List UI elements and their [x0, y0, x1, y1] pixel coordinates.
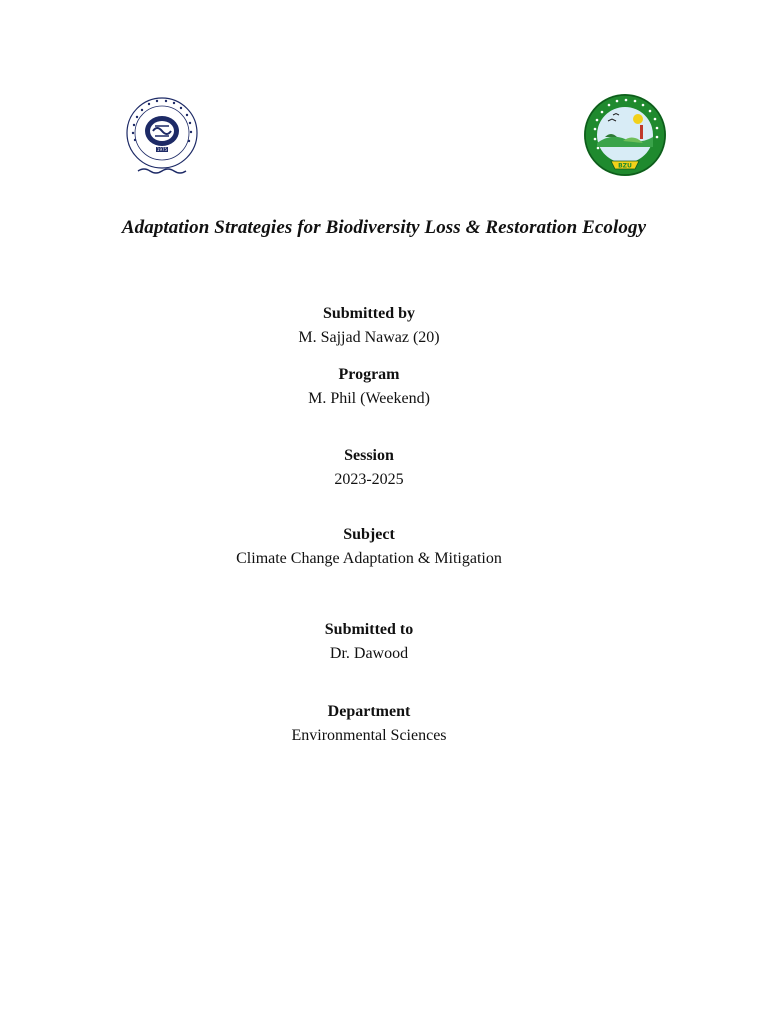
submitted-to-label: Submitted to — [324, 621, 414, 638]
program-label: Program — [338, 366, 400, 383]
university-crest-icon — [120, 95, 204, 179]
department-emblem-icon — [583, 93, 667, 177]
svg-text:BZU: BZU — [618, 162, 632, 170]
submitted-by-block — [0, 304, 738, 348]
document-title: Adaptation Strategies for Biodiversity Loss & Restoration Ecology — [121, 217, 647, 238]
submitted-by-label: Submitted by — [322, 305, 416, 322]
program-value: M. Phil (Weekend) — [308, 390, 430, 407]
session-value: 2023-2025 — [334, 471, 404, 488]
department-block — [0, 702, 738, 746]
session-label: Session — [344, 447, 394, 464]
svg-text:1975: 1975 — [156, 147, 168, 152]
subject-value: Climate Change Adaptation & Mitigation — [236, 550, 502, 567]
program-block — [0, 365, 738, 409]
department-label: Department — [327, 703, 411, 720]
submitted-to-block — [0, 620, 738, 664]
subject-label: Subject — [343, 526, 395, 543]
subject-block — [0, 525, 738, 569]
session-block — [0, 446, 738, 490]
submitted-by-value: M. Sajjad Nawaz (20) — [298, 329, 440, 346]
department-value: Environmental Sciences — [291, 727, 447, 744]
submitted-to-value: Dr. Dawood — [329, 645, 409, 662]
